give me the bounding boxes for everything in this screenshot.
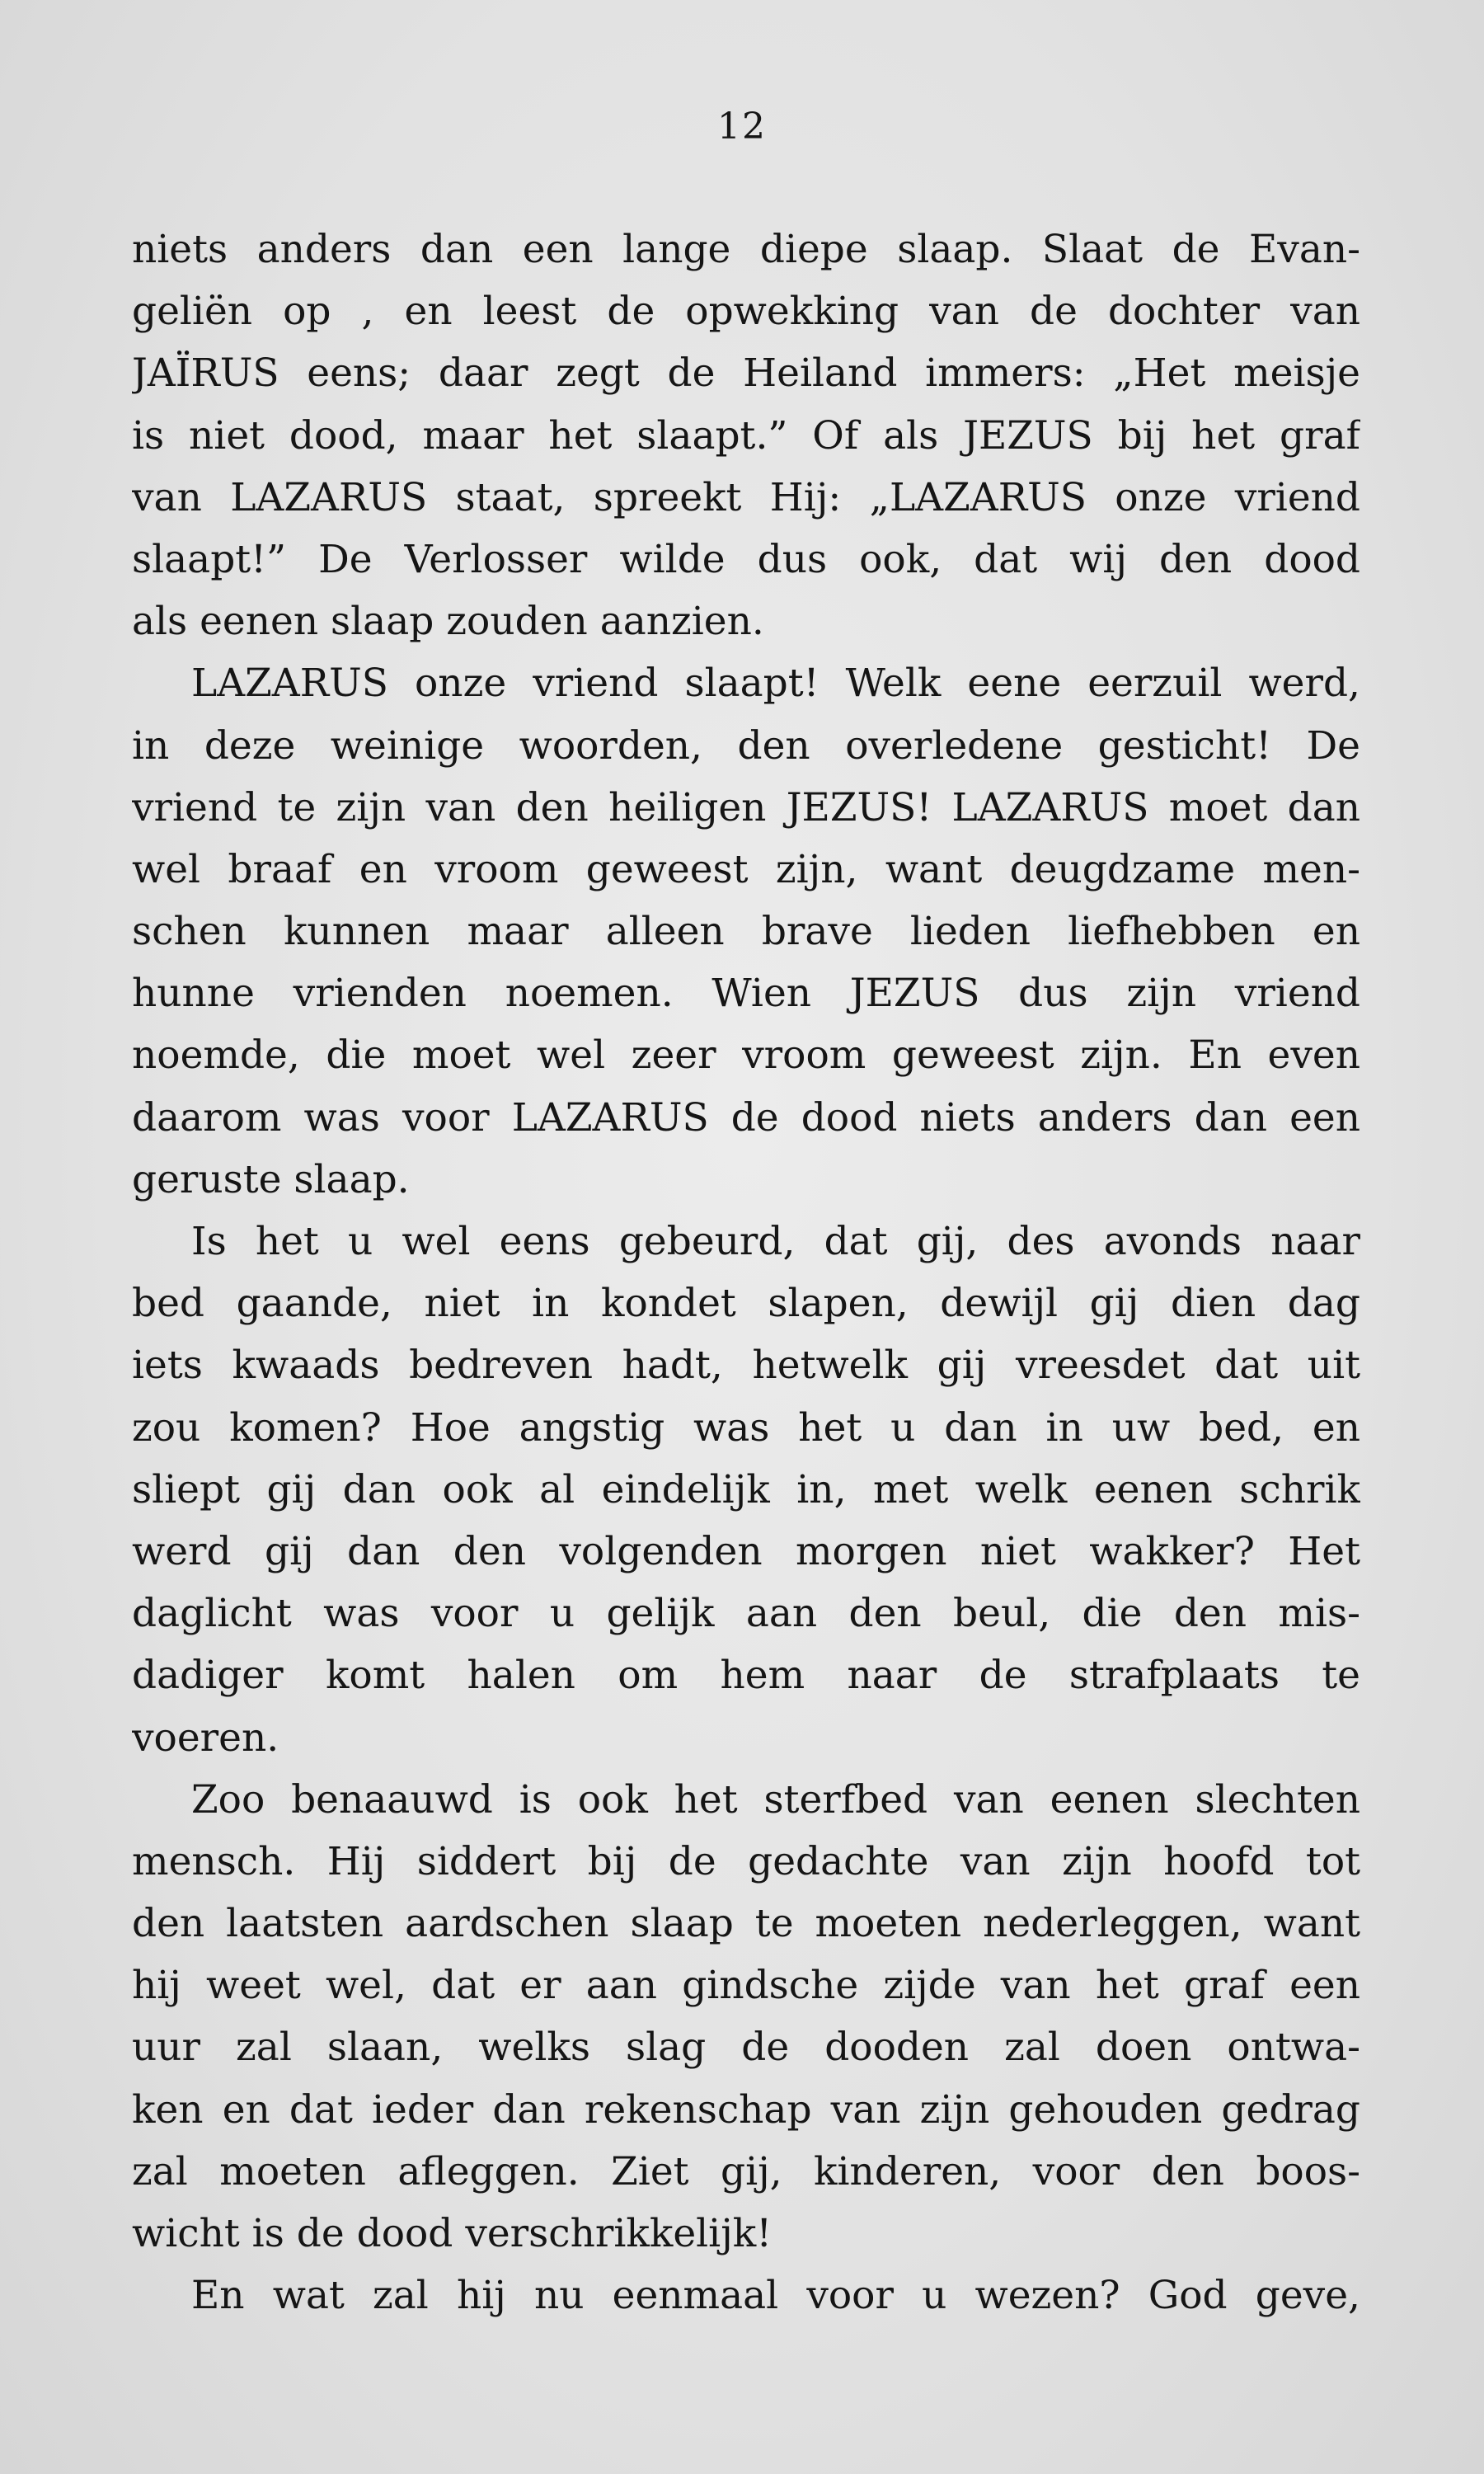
text-line: ken en dat ieder dan rekenschap van zijn gehouden gedrag	[132, 2086, 1360, 2133]
text-line: den laatsten aardschen slaap te moeten nederleggen, want	[132, 1901, 1360, 1947]
text-line: geruste slaap.	[132, 1156, 410, 1202]
text-line: hij weet wel, dat er aan gindsche zijde van het graf een	[132, 1963, 1360, 2009]
text-line: als eenen slaap zouden aanzien.	[132, 599, 764, 645]
text-line: zal moeten afleggen. Ziet gij, kinderen, voor den boos-	[132, 2148, 1360, 2194]
text-line: daglicht was voor u gelijk aan den beul, die den mis-	[132, 1591, 1360, 1637]
text-line: wicht is de dood verschrikkelijk!	[132, 2211, 773, 2256]
text-line: van LAZARUS staat, spreekt Hij: „LAZARUS onze vriend	[132, 474, 1360, 520]
text-line: werd gij dan den volgenden morgen niet wakker? Het	[132, 1528, 1360, 1574]
text-line: vriend te zijn van den heiligen JEZUS! LAZARUS moet dan	[132, 784, 1360, 830]
page-number: 12	[717, 106, 767, 148]
text-line: wel braaf en vroom geweest zijn, want deugdzame men-	[132, 846, 1360, 892]
text-line: Zoo benaauwd is ook het sterfbed van eenen slechten	[191, 1776, 1360, 1823]
text-line: hunne vrienden noemen. Wien JEZUS dus zijn vriend	[132, 971, 1360, 1017]
text-line: in deze weinige woorden, den overledene gesticht! De	[132, 722, 1360, 769]
text-line: uur zal slaan, welks slag de dooden zal doen ontwa-	[132, 2025, 1360, 2071]
text-line: voeren.	[132, 1714, 279, 1761]
text-line: slaapt!” De Verlosser wilde dus ook, dat wij den dood	[132, 536, 1360, 582]
text-line: En wat zal hij nu eenmaal voor u wezen? God geve,	[191, 2273, 1360, 2319]
text-line: iets kwaads bedreven hadt, hetwelk gij vreesdet dat uit	[132, 1343, 1360, 1389]
text-line: daarom was voor LAZARUS de dood niets anders dan een	[132, 1094, 1360, 1141]
text-line: dadiger komt halen om hem naar de strafplaats te	[132, 1653, 1360, 1699]
text-line: Is het u wel eens gebeurd, dat gij, des avonds naar	[191, 1219, 1360, 1264]
text-line: JAÏRUS eens; daar zegt de Heiland immers: „Het meisje	[132, 350, 1360, 397]
text-line: LAZARUS onze vriend slaapt! Welk eene eerzuil werd,	[191, 661, 1360, 707]
text-line: noemde, die moet wel zeer vroom geweest zijn. En even	[132, 1032, 1360, 1079]
text-line: geliën op , en leest de opwekking van de dochter van	[132, 289, 1360, 335]
text-line: sliept gij dan ook al eindelijk in, met welk eenen schrik	[132, 1466, 1360, 1512]
text-line: bed gaande, niet in kondet slapen, dewijl gij dien dag	[132, 1281, 1360, 1327]
text-line: is niet dood, maar het slaapt.” Of als JEZUS bij het graf	[132, 412, 1360, 459]
text-line: zou komen? Hoe angstig was het u dan in uw bed, en	[132, 1404, 1360, 1451]
text-line: niets anders dan een lange diepe slaap. Slaat de Evan-	[132, 227, 1360, 272]
body-text	[132, 219, 1360, 2326]
text-line: mensch. Hij siddert bij de gedachte van zijn hoofd tot	[132, 1838, 1360, 1884]
text-line: schen kunnen maar alleen brave lieden liefhebben en	[132, 909, 1360, 955]
